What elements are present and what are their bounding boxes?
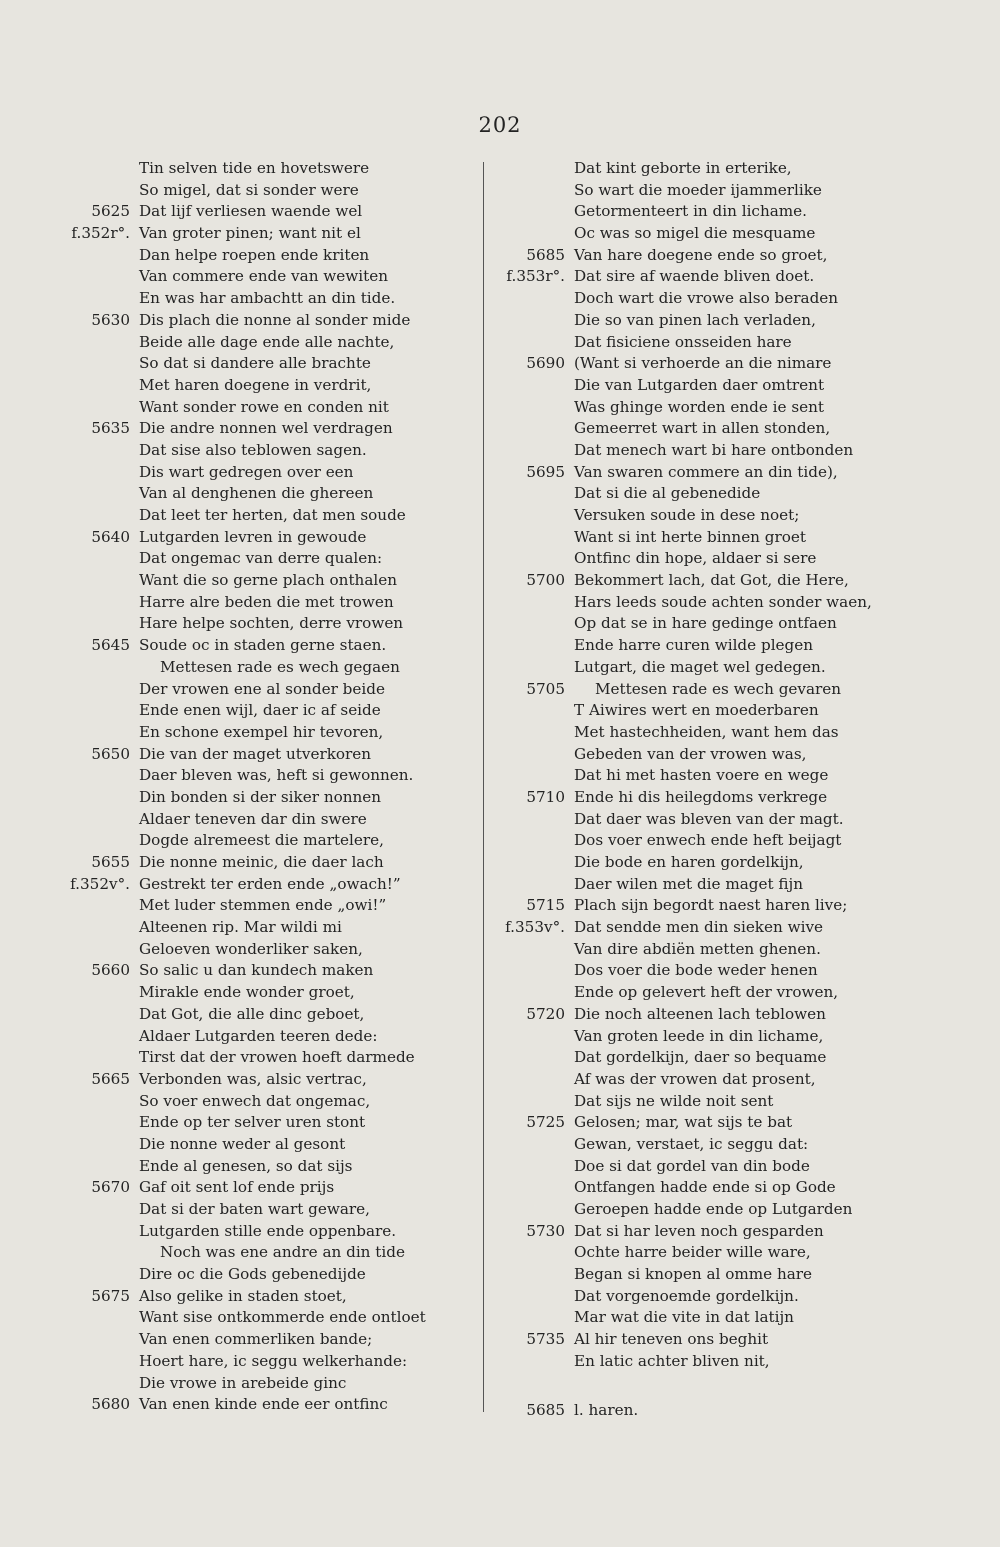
verse-line — [490, 1156, 850, 1178]
verse-text: So migel, dat si sonder were — [139, 180, 359, 199]
verse-line — [55, 1329, 435, 1351]
verse-text: Van enen kinde ende eer ontfinc — [139, 1395, 388, 1414]
verse-line — [490, 570, 850, 592]
verse-text: Daer bleven was, heft si gewonnen. — [139, 766, 414, 785]
verse-line — [490, 939, 850, 961]
verse-text: Die van der maget utverkoren — [139, 744, 372, 763]
verse-line — [490, 375, 850, 397]
verse-line — [55, 744, 435, 766]
verse-text: Met luder stemmen ende „owi!” — [139, 896, 387, 915]
verse-line — [55, 288, 435, 310]
verse-line — [490, 505, 850, 527]
verse-text: Dat menech wart bi hare ontbonden — [574, 440, 854, 459]
verse-text: Die nonne weder al gesont — [139, 1134, 346, 1153]
verse-text: Lutgart, die maget wel gedegen. — [574, 657, 826, 676]
verse-line-number: 5655 — [91, 853, 130, 871]
verse-line-number: 5665 — [91, 1069, 130, 1088]
page-number: 202 — [478, 113, 522, 137]
verse-text: Beide alle dage ende alle nachte, — [139, 332, 395, 351]
verse-text: Was ghinge worden ende ie sent — [574, 397, 825, 416]
verse-text: Dat vorgenoemde gordelkijn. — [574, 1286, 799, 1305]
verse-line — [490, 548, 850, 570]
verse-text: So salic u dan kundech maken — [139, 961, 374, 980]
verse-line-number: f.352r°. — [71, 224, 130, 243]
verse-line — [55, 765, 435, 787]
verse-text: Aldaer teneven dar din swere — [139, 809, 367, 828]
verse-text: Geloeven wonderliker saken, — [139, 939, 363, 958]
verse-text: Din bonden si der siker nonnen — [139, 787, 382, 806]
verse-line — [55, 397, 435, 419]
verse-line — [55, 1394, 435, 1416]
verse-text: Verbonden was, alsic vertrac, — [139, 1069, 367, 1088]
verse-text: Ende enen wijl, daer ic af seide — [139, 701, 381, 720]
verse-text: Ontfangen hadde ende si op Gode — [574, 1178, 836, 1197]
verse-line — [55, 1156, 435, 1178]
verse-text: Dat sise also teblowen sagen. — [139, 440, 367, 459]
verse-text: Gelosen; mar, wat sijs te bat — [574, 1113, 793, 1132]
verse-line-number: 5625 — [91, 202, 130, 221]
verse-line-number: 5710 — [526, 787, 565, 806]
verse-line-number: f.353r°. — [506, 267, 565, 286]
verse-text: Dat ongemac van derre qualen: — [139, 549, 383, 568]
verse-line — [490, 1112, 850, 1134]
verse-line — [55, 570, 435, 592]
verse-text: Tin selven tide en hovetswere — [139, 159, 370, 177]
verse-line-number: 5680 — [91, 1395, 130, 1414]
verse-line — [490, 809, 850, 831]
verse-text: Dat si har leven noch gesparden — [574, 1221, 824, 1240]
verse-line — [55, 592, 435, 614]
verse-text: Van swaren commere an din tide), — [574, 462, 838, 481]
verse-line — [55, 310, 435, 332]
column-divider — [483, 162, 484, 1412]
verse-line-number: f.352v°. — [70, 874, 130, 893]
verse-line — [55, 874, 435, 896]
verse-line — [55, 982, 435, 1004]
verse-text: Aldaer Lutgarden teeren dede: — [139, 1026, 378, 1045]
verse-text: So dat si dandere alle brachte — [139, 354, 371, 373]
verse-line — [490, 397, 850, 419]
verse-text: Van dire abdiën metten ghenen. — [574, 939, 821, 958]
verse-text: Dat gordelkijn, daer so bequame — [574, 1048, 827, 1067]
verse-text: Van commere ende van wewiten — [139, 267, 389, 286]
verse-text: Dogde alremeest die martelere, — [139, 831, 384, 850]
verse-line — [490, 1177, 850, 1199]
verse-text: Gewan, verstaet, ic seggu dat: — [574, 1134, 809, 1153]
verse-text: Dat sendde men din sieken wive — [574, 918, 824, 937]
verse-text: Die bode en haren gordelkijn, — [574, 853, 804, 871]
verse-line — [490, 960, 850, 982]
verse-text: Gebeden van der vrowen was, — [574, 744, 807, 763]
verse-text: Ontfinc din hope, aldaer si sere — [574, 549, 817, 568]
verse-text: En was har ambachtt an din tide. — [139, 289, 396, 308]
verse-line — [55, 1069, 435, 1091]
verse-text: Die nonne meinic, die daer lach — [139, 853, 384, 871]
verse-line-number: 5635 — [91, 419, 130, 438]
verse-line — [55, 1242, 435, 1264]
verse-text: Soude oc in staden gerne staen. — [139, 636, 387, 655]
verse-line — [55, 1112, 435, 1134]
verse-line-number: 5670 — [91, 1178, 130, 1197]
verse-line — [490, 180, 850, 202]
verse-line — [55, 1286, 435, 1308]
verse-text: Dos voer die bode weder henen — [574, 961, 818, 980]
verse-text: Van enen commerliken bande; — [139, 1330, 373, 1349]
verse-line — [55, 462, 435, 484]
verse-line-number: 5690 — [526, 354, 565, 373]
verse-line — [55, 201, 435, 223]
verse-text: Dat hi met hasten voere en wege — [574, 766, 829, 785]
verse-text: Gemeerret wart in allen stonden, — [574, 419, 831, 438]
verse-text: Al hir teneven ons beghit — [574, 1330, 769, 1349]
verse-line — [490, 744, 850, 766]
verse-line — [490, 895, 850, 917]
verse-text: Van groten leede in din lichame, — [574, 1026, 824, 1045]
verse-text: Tirst dat der vrowen hoeft darmede — [139, 1048, 415, 1067]
verse-text: Geroepen hadde ende op Lutgarden — [574, 1200, 853, 1218]
verse-line — [55, 809, 435, 831]
verse-text: Met hastechheiden, want hem das — [574, 722, 839, 741]
verse-text: Also gelike in staden stoet, — [139, 1286, 347, 1305]
verse-text: Ochte harre beider wille ware, — [574, 1243, 811, 1262]
verse-line — [490, 852, 850, 874]
verse-line-number: 5700 — [526, 571, 565, 590]
verse-line — [55, 1134, 435, 1156]
verse-text: Mettesen rade es wech gevaren — [595, 679, 842, 698]
verse-text: Dis wart gedregen over een — [139, 462, 354, 481]
verse-line-number: 5630 — [91, 310, 130, 329]
verse-text: Hars leeds soude achten sonder waen, — [574, 592, 872, 611]
verse-line-number: 5720 — [526, 1004, 565, 1023]
verse-text: Van groter pinen; want nit el — [139, 224, 361, 243]
verse-line — [55, 895, 435, 917]
verse-text: Die van Lutgarden daer omtrent — [574, 375, 825, 394]
verse-line-number: 5705 — [526, 679, 565, 698]
verse-line-number: 5640 — [91, 527, 130, 546]
verse-text: Doch wart die vrowe also beraden — [574, 289, 839, 308]
verse-line — [55, 787, 435, 809]
verse-line — [490, 310, 850, 332]
verse-text: Dat Got, die alle dinc geboet, — [139, 1004, 365, 1023]
verse-text: So wart die moeder ijammerlike — [574, 180, 822, 199]
verse-text: Ende hi dis heilegdoms verkrege — [574, 787, 828, 806]
verse-line — [55, 1351, 435, 1373]
verse-text: Noch was ene andre an din tide — [160, 1243, 405, 1262]
verse-line — [490, 201, 850, 223]
verse-line — [490, 245, 850, 267]
verse-line — [490, 635, 850, 657]
verse-line — [490, 722, 850, 744]
verse-line — [490, 1026, 850, 1048]
verse-line — [490, 1199, 853, 1221]
verse-text: Versuken soude in dese noet; — [574, 506, 800, 524]
verse-line — [490, 353, 850, 375]
verse-text: Bekommert lach, dat Got, die Here, — [574, 571, 849, 590]
verse-line-number: 5660 — [91, 961, 130, 980]
footnote — [490, 1399, 850, 1421]
verse-text: Doe si dat gordel van din bode — [574, 1156, 810, 1175]
verse-text: Dat leet ter herten, dat men soude — [139, 506, 406, 524]
verse-text: T Aiwires wert en moederbaren — [574, 701, 819, 720]
verse-line — [490, 527, 850, 549]
verse-line — [55, 1177, 435, 1199]
verse-line — [55, 180, 435, 202]
verse-line — [490, 982, 850, 1004]
verse-line-number: 5735 — [526, 1330, 565, 1349]
verse-text: Die noch alteenen lach teblowen — [574, 1004, 826, 1023]
verse-text: Began si knopen al omme hare — [574, 1265, 813, 1284]
verse-line — [55, 613, 435, 635]
verse-line — [55, 158, 435, 180]
verse-line-number: f.353v°. — [505, 918, 565, 937]
verse-line — [55, 353, 435, 375]
verse-line — [55, 1264, 435, 1286]
verse-line — [490, 418, 850, 440]
verse-text: Dat daer was bleven van der magt. — [574, 809, 844, 828]
verse-line — [490, 1329, 850, 1351]
verse-line — [55, 700, 435, 722]
verse-text: Mirakle ende wonder groet, — [139, 983, 355, 1002]
verse-text: Gestrekt ter erden ende „owach!” — [139, 874, 401, 893]
verse-line — [55, 635, 435, 657]
verse-text: (Want si verhoerde an die nimare — [574, 354, 832, 373]
verse-line — [55, 548, 435, 570]
verse-line-number: 5725 — [526, 1113, 565, 1132]
verse-line — [490, 830, 850, 852]
verse-line-number: 5675 — [91, 1286, 130, 1305]
verse-line — [490, 288, 850, 310]
verse-line — [490, 1264, 850, 1286]
verse-line — [490, 1069, 850, 1091]
verse-text: Want die so gerne plach onthalen — [139, 571, 398, 590]
verse-text: Plach sijn begordt naest haren live; — [574, 896, 848, 915]
verse-line — [55, 505, 435, 527]
verse-text: Met haren doegene in verdrit, — [139, 375, 372, 394]
verse-line — [55, 939, 435, 961]
verse-line — [490, 1091, 850, 1113]
verse-line — [490, 787, 850, 809]
right-verse-column — [490, 158, 872, 1373]
verse-text: Ende op gelevert heft der vrowen, — [574, 983, 839, 1002]
verse-line — [490, 700, 850, 722]
verse-line — [490, 1351, 850, 1373]
verse-text: Want si int herte binnen groet — [574, 527, 807, 546]
verse-text: Mettesen rade es wech gegaen — [160, 657, 400, 676]
verse-text: Dat kint geborte in erterike, — [574, 159, 792, 177]
verse-text: Dan helpe roepen ende kriten — [139, 245, 370, 264]
verse-text: Mar wat die vite in dat latijn — [574, 1308, 794, 1327]
verse-text: Die andre nonnen wel verdragen — [139, 419, 393, 438]
verse-text: Ende op ter selver uren stont — [139, 1113, 366, 1132]
verse-line — [55, 527, 435, 549]
verse-line — [55, 1091, 435, 1113]
verse-line-number: 5650 — [91, 744, 130, 763]
verse-text: Gaf oit sent lof ende prijs — [139, 1178, 335, 1197]
footnote-text: l. haren. — [574, 1401, 639, 1419]
verse-line — [490, 765, 850, 787]
verse-text: Dat sijs ne wilde noit sent — [574, 1091, 774, 1110]
verse-text: Oc was so migel die mesquame — [574, 224, 816, 243]
verse-text: Lutgarden levren in gewoude — [139, 527, 367, 546]
verse-text: So voer enwech dat ongemac, — [139, 1091, 371, 1110]
verse-line — [55, 1373, 435, 1395]
verse-line — [490, 223, 850, 245]
verse-line — [55, 375, 435, 397]
verse-line — [55, 917, 435, 939]
verse-text: Ende harre curen wilde plegen — [574, 636, 814, 655]
verse-line — [55, 657, 435, 679]
verse-text: Dat fisiciene onsseiden hare — [574, 332, 792, 351]
left-verse-column — [55, 158, 435, 1416]
verse-text: Getormenteert in din lichame. — [574, 202, 807, 221]
footnote-line-number: 5685 — [526, 1401, 565, 1419]
verse-line — [490, 158, 850, 180]
verse-line — [55, 679, 435, 701]
verse-text: Alteenen rip. Mar wildi mi — [139, 918, 342, 937]
verse-line — [55, 332, 435, 354]
verse-line — [55, 852, 435, 874]
verse-line — [490, 1221, 850, 1243]
verse-line — [55, 960, 435, 982]
verse-line — [55, 1307, 435, 1329]
verse-line-number: 5645 — [91, 636, 130, 655]
verse-text: Hare helpe sochten, derre vrowen — [139, 614, 404, 633]
verse-line — [490, 462, 850, 484]
verse-line — [55, 1221, 435, 1243]
verse-text: Dos voer enwech ende heft beijagt — [574, 831, 842, 850]
verse-line — [55, 440, 435, 462]
verse-text: Harre alre beden die met trowen — [139, 592, 394, 611]
verse-text: Lutgarden stille ende oppenbare. — [139, 1221, 397, 1240]
verse-line — [490, 917, 850, 939]
verse-line — [55, 1047, 435, 1069]
verse-text: Hoert hare, ic seggu welkerhande: — [139, 1351, 408, 1370]
verse-line — [490, 332, 850, 354]
verse-line — [55, 418, 435, 440]
verse-text: Dat si der baten wart geware, — [139, 1200, 371, 1218]
verse-line — [490, 1242, 850, 1264]
verse-line-number: 5715 — [526, 896, 565, 915]
verse-text: En latic achter bliven nit, — [574, 1351, 770, 1370]
verse-line-number: 5695 — [526, 462, 565, 481]
verse-text: Die vrowe in arebeide ginc — [139, 1373, 347, 1392]
verse-line — [55, 223, 435, 245]
verse-text: Dat si die al gebenedide — [574, 484, 761, 503]
verse-line — [490, 483, 850, 505]
verse-text: Die so van pinen lach verladen, — [574, 310, 816, 329]
verse-line — [55, 266, 435, 288]
verse-line — [490, 613, 850, 635]
verse-text: Daer wilen met die maget fijn — [574, 874, 804, 893]
verse-line — [55, 722, 435, 744]
verse-line — [55, 1026, 435, 1048]
verse-text: Dat lijf verliesen waende wel — [139, 202, 363, 221]
verse-text: Dat sire af waende bliven doet. — [574, 267, 815, 286]
verse-line — [55, 483, 435, 505]
verse-text: Der vrowen ene al sonder beide — [139, 679, 385, 698]
verse-line — [490, 1004, 850, 1026]
verse-line — [490, 1307, 850, 1329]
verse-text: Van hare doegene ende so groet, — [574, 245, 828, 264]
verse-text: Dis plach die nonne al sonder mide — [139, 310, 411, 329]
verse-line-number: 5685 — [526, 245, 565, 264]
verse-line — [490, 592, 872, 614]
verse-line — [490, 657, 850, 679]
verse-line — [490, 440, 854, 462]
verse-line — [490, 874, 850, 896]
verse-text: En schone exempel hir tevoren, — [139, 722, 384, 741]
verse-text: Af was der vrowen dat prosent, — [574, 1069, 816, 1088]
verse-line — [55, 830, 435, 852]
verse-text: Want sise ontkommerde ende ontloet — [139, 1308, 426, 1327]
verse-text: Ende al genesen, so dat sijs — [139, 1156, 353, 1175]
verse-line — [55, 1199, 435, 1221]
verse-line — [55, 1004, 435, 1026]
verse-text: Op dat se in hare gedinge ontfaen — [574, 614, 837, 633]
verse-line — [490, 1047, 850, 1069]
verse-text: Van al denghenen die ghereen — [139, 484, 374, 503]
verse-line-number: 5730 — [526, 1221, 565, 1240]
verse-line — [490, 1286, 850, 1308]
verse-line — [490, 679, 850, 701]
verse-line — [490, 1134, 850, 1156]
verse-text: Want sonder rowe en conden nit — [139, 397, 389, 416]
verse-text: Dire oc die Gods gebenedijde — [139, 1265, 366, 1284]
verse-line — [55, 245, 435, 267]
verse-line — [490, 266, 850, 288]
